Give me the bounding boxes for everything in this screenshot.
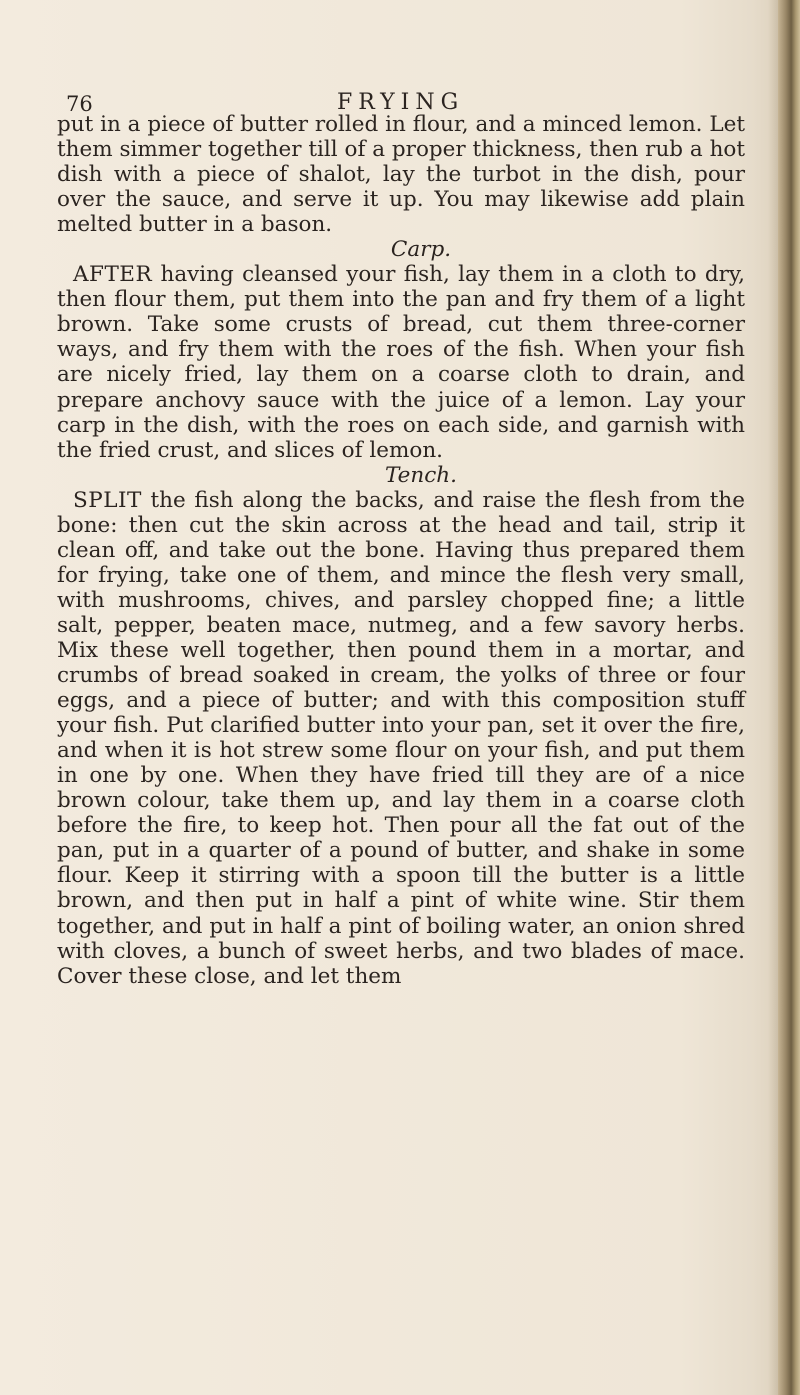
page-number: 76 [66, 92, 93, 116]
lead-word-carp: AFTER [73, 262, 153, 288]
paragraph-carp-text: having cleansed your fish, lay them in a cloth to dry, then flour them, put them into the pan and fry them of a light brown. Take some crusts of bread, cut them three-corner ways, and fry them with the roes of the fish. When your fish are nicely fried, lay them on a coarse cloth to drain, and prepare anchovy sauce with the juice of a lemon. Lay your carp in the dish, with the roes on each side, and garnish with the fried crust, and slices of lemon. [57, 262, 745, 463]
page-gutter-shadow [768, 0, 778, 1395]
lead-word-tench: SPLIT [73, 487, 142, 513]
section-title-tench: Tench. [385, 462, 457, 488]
paragraph-tench-text: the fish along the backs, and raise the flesh from the bone: then cut the skin across at the head and tail, strip it clean off, and take out the bone. Having thus prepared them for frying, take one of them, and mince the flesh very small, with mushrooms, chives, and parsley chopped fine; a little salt, pepper, beaten mace, nutmeg, and a few savory herbs. Mix these well together, then pound them in a mortar, and crumbs of bread soaked in cream, the yolks of three or four eggs, and a piece of butter; and with this composition stuff your fish. Put clarified butter into your pan, set it over the fire, and when it is hot strew some flour on your fish, and put them in one by one. When they have fried till they are of a nice brown colour, take them up, and lay them in a coarse cloth before the fire, to keep hot. Then pour all the fat out of the pan, put in a quarter of a pound of butter, and shake in some flour. Keep it stirring with a spoon till the butter is a little brown, and then put in half a pint of white wine. Stir them together, and put in half a pint of boiling water, an onion shred with cloves, a bunch of sweet herbs, and two blades of mace. Cover these close, and let them [57, 487, 745, 989]
page-text [57, 112, 745, 989]
running-title: FRYING [337, 90, 465, 115]
paragraph-carp [57, 262, 745, 462]
paragraph-tench [57, 488, 745, 989]
book-spine [778, 0, 800, 1395]
section-title-carp: Carp. [390, 237, 452, 263]
continued-paragraph: put in a piece of butter rolled in flour, and a minced lemon. Let them simmer together till of a proper thickness, then rub a hot dish with a piece of shalot, lay the turbot in the dish, pour over the sauce, and serve it up. You may likewise add plain melted butter in a bason. [57, 112, 745, 238]
